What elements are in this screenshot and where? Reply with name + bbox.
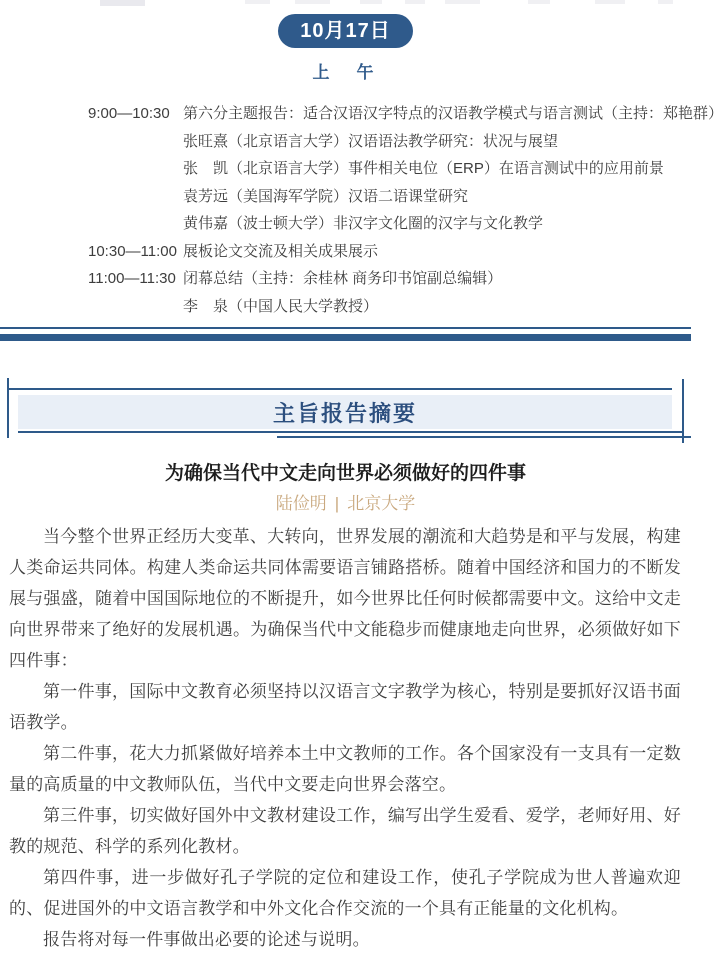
- frame-right-line: [682, 379, 684, 443]
- schedule-item-text: 第六分主题报告：适合汉语汉字特点的汉语教学模式与语言测试（主持：郑艳群）: [183, 105, 723, 122]
- section-header-label: 主旨报告摘要: [272, 400, 417, 426]
- schedule-time: 10:30—11:00: [88, 242, 177, 260]
- abstract-paragraph: 报告将对每一件事做出必要的论述与说明。: [43, 930, 370, 949]
- schedule-row-line: [0, 183, 691, 211]
- abstract-body: [9, 521, 681, 955]
- schedule-item-text: 黄伟嘉（波士顿大学）非汉字文化圈的汉字与文化教学: [183, 215, 544, 232]
- divider-line: [0, 327, 691, 329]
- schedule-row-line: [0, 210, 691, 238]
- schedule-item-text: 张 凯（北京语言大学）事件相关电位（ERP）在语言测试中的应用前景: [183, 160, 664, 177]
- abstract-author: [0, 489, 691, 514]
- abstract-paragraph: 第三件事，切实做好国外中文教材建设工作，编写出学生爱看、爱学，老师好用、好教的规范、科学的系列化教材。: [9, 806, 681, 856]
- schedule-item-text: 李 泉（中国人民大学教授）: [183, 297, 379, 315]
- schedule-time: 11:00—11:30: [88, 270, 176, 287]
- frame-left-line: [7, 378, 9, 438]
- date-badge: [0, 14, 691, 48]
- date-badge-label: 10月17日: [278, 14, 413, 48]
- abstract-paragraph: 当今整个世界正经历大变革、大转向，世界发展的潮流和大趋势是和平与发展，构建人类命运共同体。构建人类命运共同体需要语言铺路搭桥。随着中国经济和国力的不断发展与强盛，随着中国国际地位的不断提升，如今世界比任何时候都需要中文。这给中文走向世界带来了绝好的发展机遇。为确保当代中文能稳步而健康地走向世界，必须做好如下四件事：: [9, 527, 681, 670]
- schedule-row-line: [0, 293, 691, 321]
- abstract-author-name: 陆俭明: [275, 494, 327, 513]
- abstract-paragraph: 第四件事，进一步做好孔子学院的定位和建设工作，使孔子学院成为世人普遍欢迎的、促进国外的中文语言教学和中外文化合作交流的一个具有正能量的文化机构。: [9, 868, 681, 918]
- divider-bar: [0, 334, 691, 341]
- frame-bottom-line-2: [277, 436, 691, 438]
- schedule-row-line: [0, 155, 691, 183]
- abstract-title: 为确保当代中文走向世界必须做好的四件事: [164, 463, 526, 484]
- schedule-item-text: 袁芳远（美国海军学院）汉语二语课堂研究: [183, 187, 469, 205]
- schedule-row-line: [0, 238, 691, 266]
- schedule-time: [88, 293, 183, 321]
- abstract-paragraph: 第一件事，国际中文教育必须坚持以汉语言文字教学为核心，特别是要抓好汉语书面语教学。: [9, 682, 681, 732]
- frame-bottom-line-1: [18, 431, 683, 433]
- schedule-item-text: 展板论文交流及相关成果展示: [183, 242, 379, 260]
- abstract-paragraph: 第二件事，花大力抓紧做好培养本土中文教师的工作。各个国家没有一支具有一定数量的高质量的中文教师队伍，当代中文要走向世界会落空。: [9, 744, 681, 794]
- schedule-time: [88, 210, 183, 238]
- schedule-list: [0, 100, 723, 320]
- schedule-time: 9:00—10:30: [88, 105, 170, 122]
- session-label: 上 午: [312, 63, 379, 82]
- abstract-author-separator: |: [334, 494, 340, 513]
- schedule-time: [88, 128, 183, 156]
- schedule-item-text: 张旺熹（北京语言大学）汉语语法教学研究：状况与展望: [183, 132, 559, 150]
- abstract-author-affiliation: 北京大学: [347, 494, 416, 513]
- schedule-row-line: [0, 100, 723, 128]
- schedule-item-text: 闭幕总结（主持：余桂林 商务印书馆副总编辑）: [183, 270, 503, 287]
- section-header: [18, 395, 672, 429]
- schedule-time: [88, 183, 183, 211]
- schedule-time: [88, 155, 183, 183]
- schedule-row-line: [0, 265, 691, 293]
- schedule-row-line: [0, 128, 691, 156]
- frame-top-line: [7, 388, 672, 390]
